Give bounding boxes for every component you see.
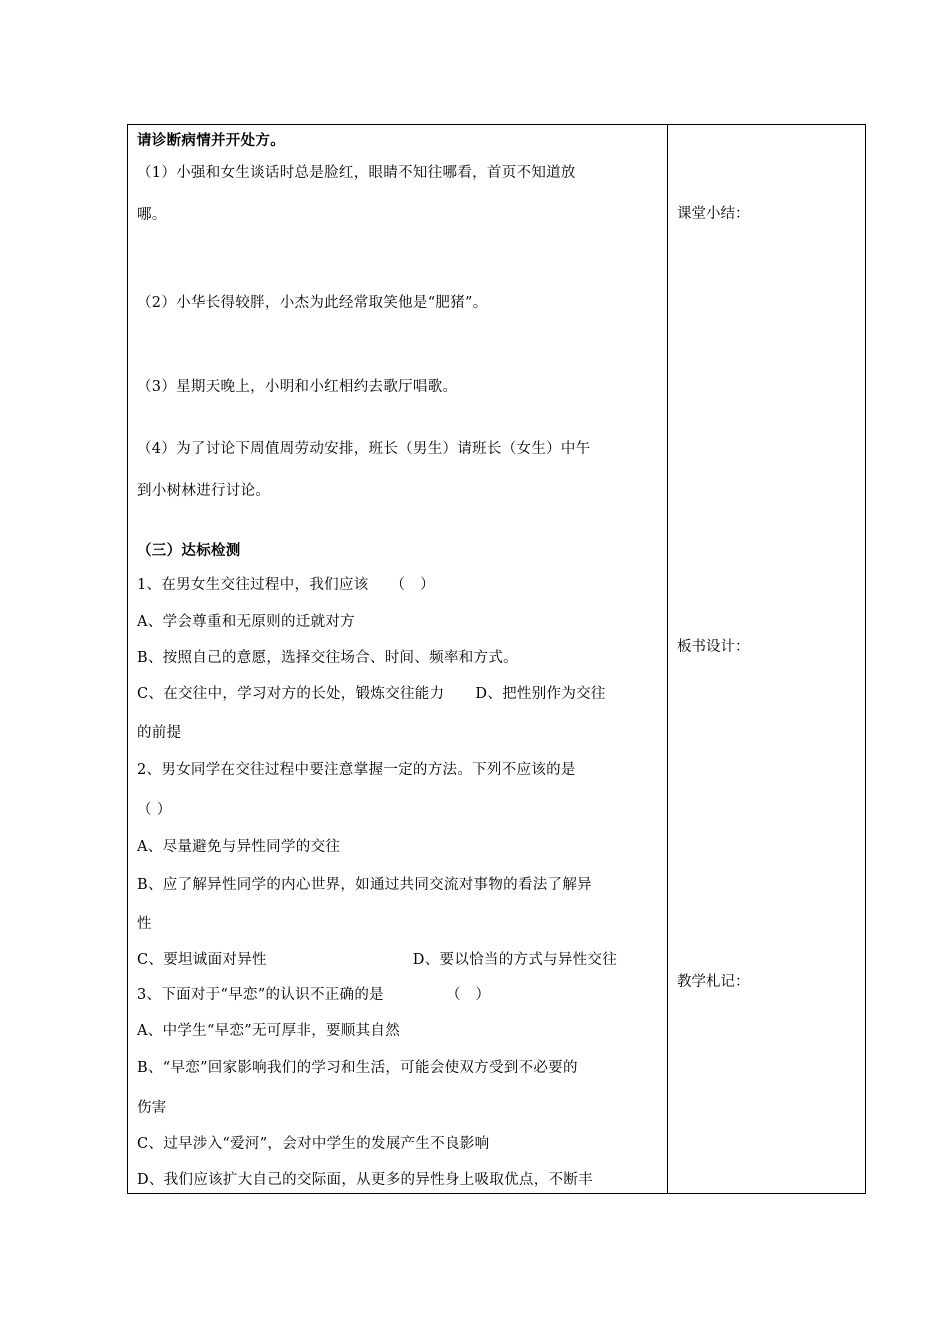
q2-option-b-cont: 性	[137, 916, 152, 932]
notes-column	[668, 125, 865, 1193]
teaching-notes-label: 教学札记：	[677, 974, 750, 990]
case-4-line-1: （4）为了讨论下周值周劳动安排，班长（男生）请班长（女生）中午	[137, 441, 591, 457]
q3-option-d: D、我们应该扩大自己的交际面，从更多的异性身上吸取优点，不断丰	[137, 1172, 593, 1188]
case-3: （3）星期天晚上，小明和小红相约去歌厅唱歌。	[137, 379, 458, 395]
question-1-text: 1、在男女生交往过程中，我们应该	[137, 577, 369, 593]
q2-option-d: D、要以恰当的方式与异性交往	[412, 952, 618, 968]
q3-option-c: C、过早涉入“爱河”，会对中学生的发展产生不良影响	[137, 1136, 490, 1152]
section-3-heading: （三）达标检测	[137, 542, 241, 559]
q1-option-d: D、把性别作为交往	[475, 686, 606, 702]
q3-option-b-cont: 伤害	[137, 1100, 167, 1116]
question-3-blank: （ ）	[445, 987, 491, 1003]
question-2-blank: （ ）	[137, 802, 172, 818]
question-1	[137, 575, 435, 595]
question-1-blank: （ ）	[390, 577, 435, 593]
lesson-table	[127, 124, 866, 1194]
q2-option-a: A、尽量避免与异性同学的交往	[137, 839, 341, 855]
case-2: （2）小华长得较胖，小杰为此经常取笑他是“肥猪”。	[137, 295, 488, 311]
q2-option-c: C、要坦诚面对异性	[137, 952, 267, 968]
q1-option-d-cont: 的前提	[137, 725, 182, 741]
q1-option-a: A、学会尊重和无原则的迁就对方	[137, 614, 355, 630]
case-1-line-2: 哪。	[137, 207, 167, 223]
diagnosis-heading: 请诊断病情并开处方。	[137, 132, 285, 149]
question-3	[137, 985, 490, 1005]
case-4-line-2: 到小树林进行讨论。	[137, 483, 271, 499]
question-3-text: 3、下面对于“早恋”的认识不正确的是	[137, 987, 384, 1003]
question-2: 2、男女同学在交往过程中要注意掌握一定的方法。下列不应该的是	[137, 762, 576, 778]
q3-option-a: A、中学生“早恋”无可厚非，要顺其自然	[137, 1023, 400, 1039]
class-summary-label: 课堂小结：	[677, 206, 750, 222]
q1-options-c-d	[137, 684, 606, 704]
q2-option-b: B、应了解异性同学的内心世界，如通过共同交流对事物的看法了解异	[137, 877, 592, 893]
board-design-label: 板书设计：	[677, 639, 750, 655]
q1-option-b: B、按照自己的意愿，选择交往场合、时间、频率和方式。	[137, 650, 518, 666]
q1-option-c: C、在交往中，学习对方的长处，锻炼交往能力	[137, 686, 445, 702]
q2-options-c-d	[137, 950, 617, 970]
q3-option-b: B、“早恋”回家影响我们的学习和生活，可能会使双方受到不必要的	[137, 1060, 578, 1076]
case-1-line-1: （1）小强和女生谈话时总是脸红，眼睛不知往哪看，首页不知道放	[137, 165, 576, 181]
content-column	[128, 125, 667, 1193]
